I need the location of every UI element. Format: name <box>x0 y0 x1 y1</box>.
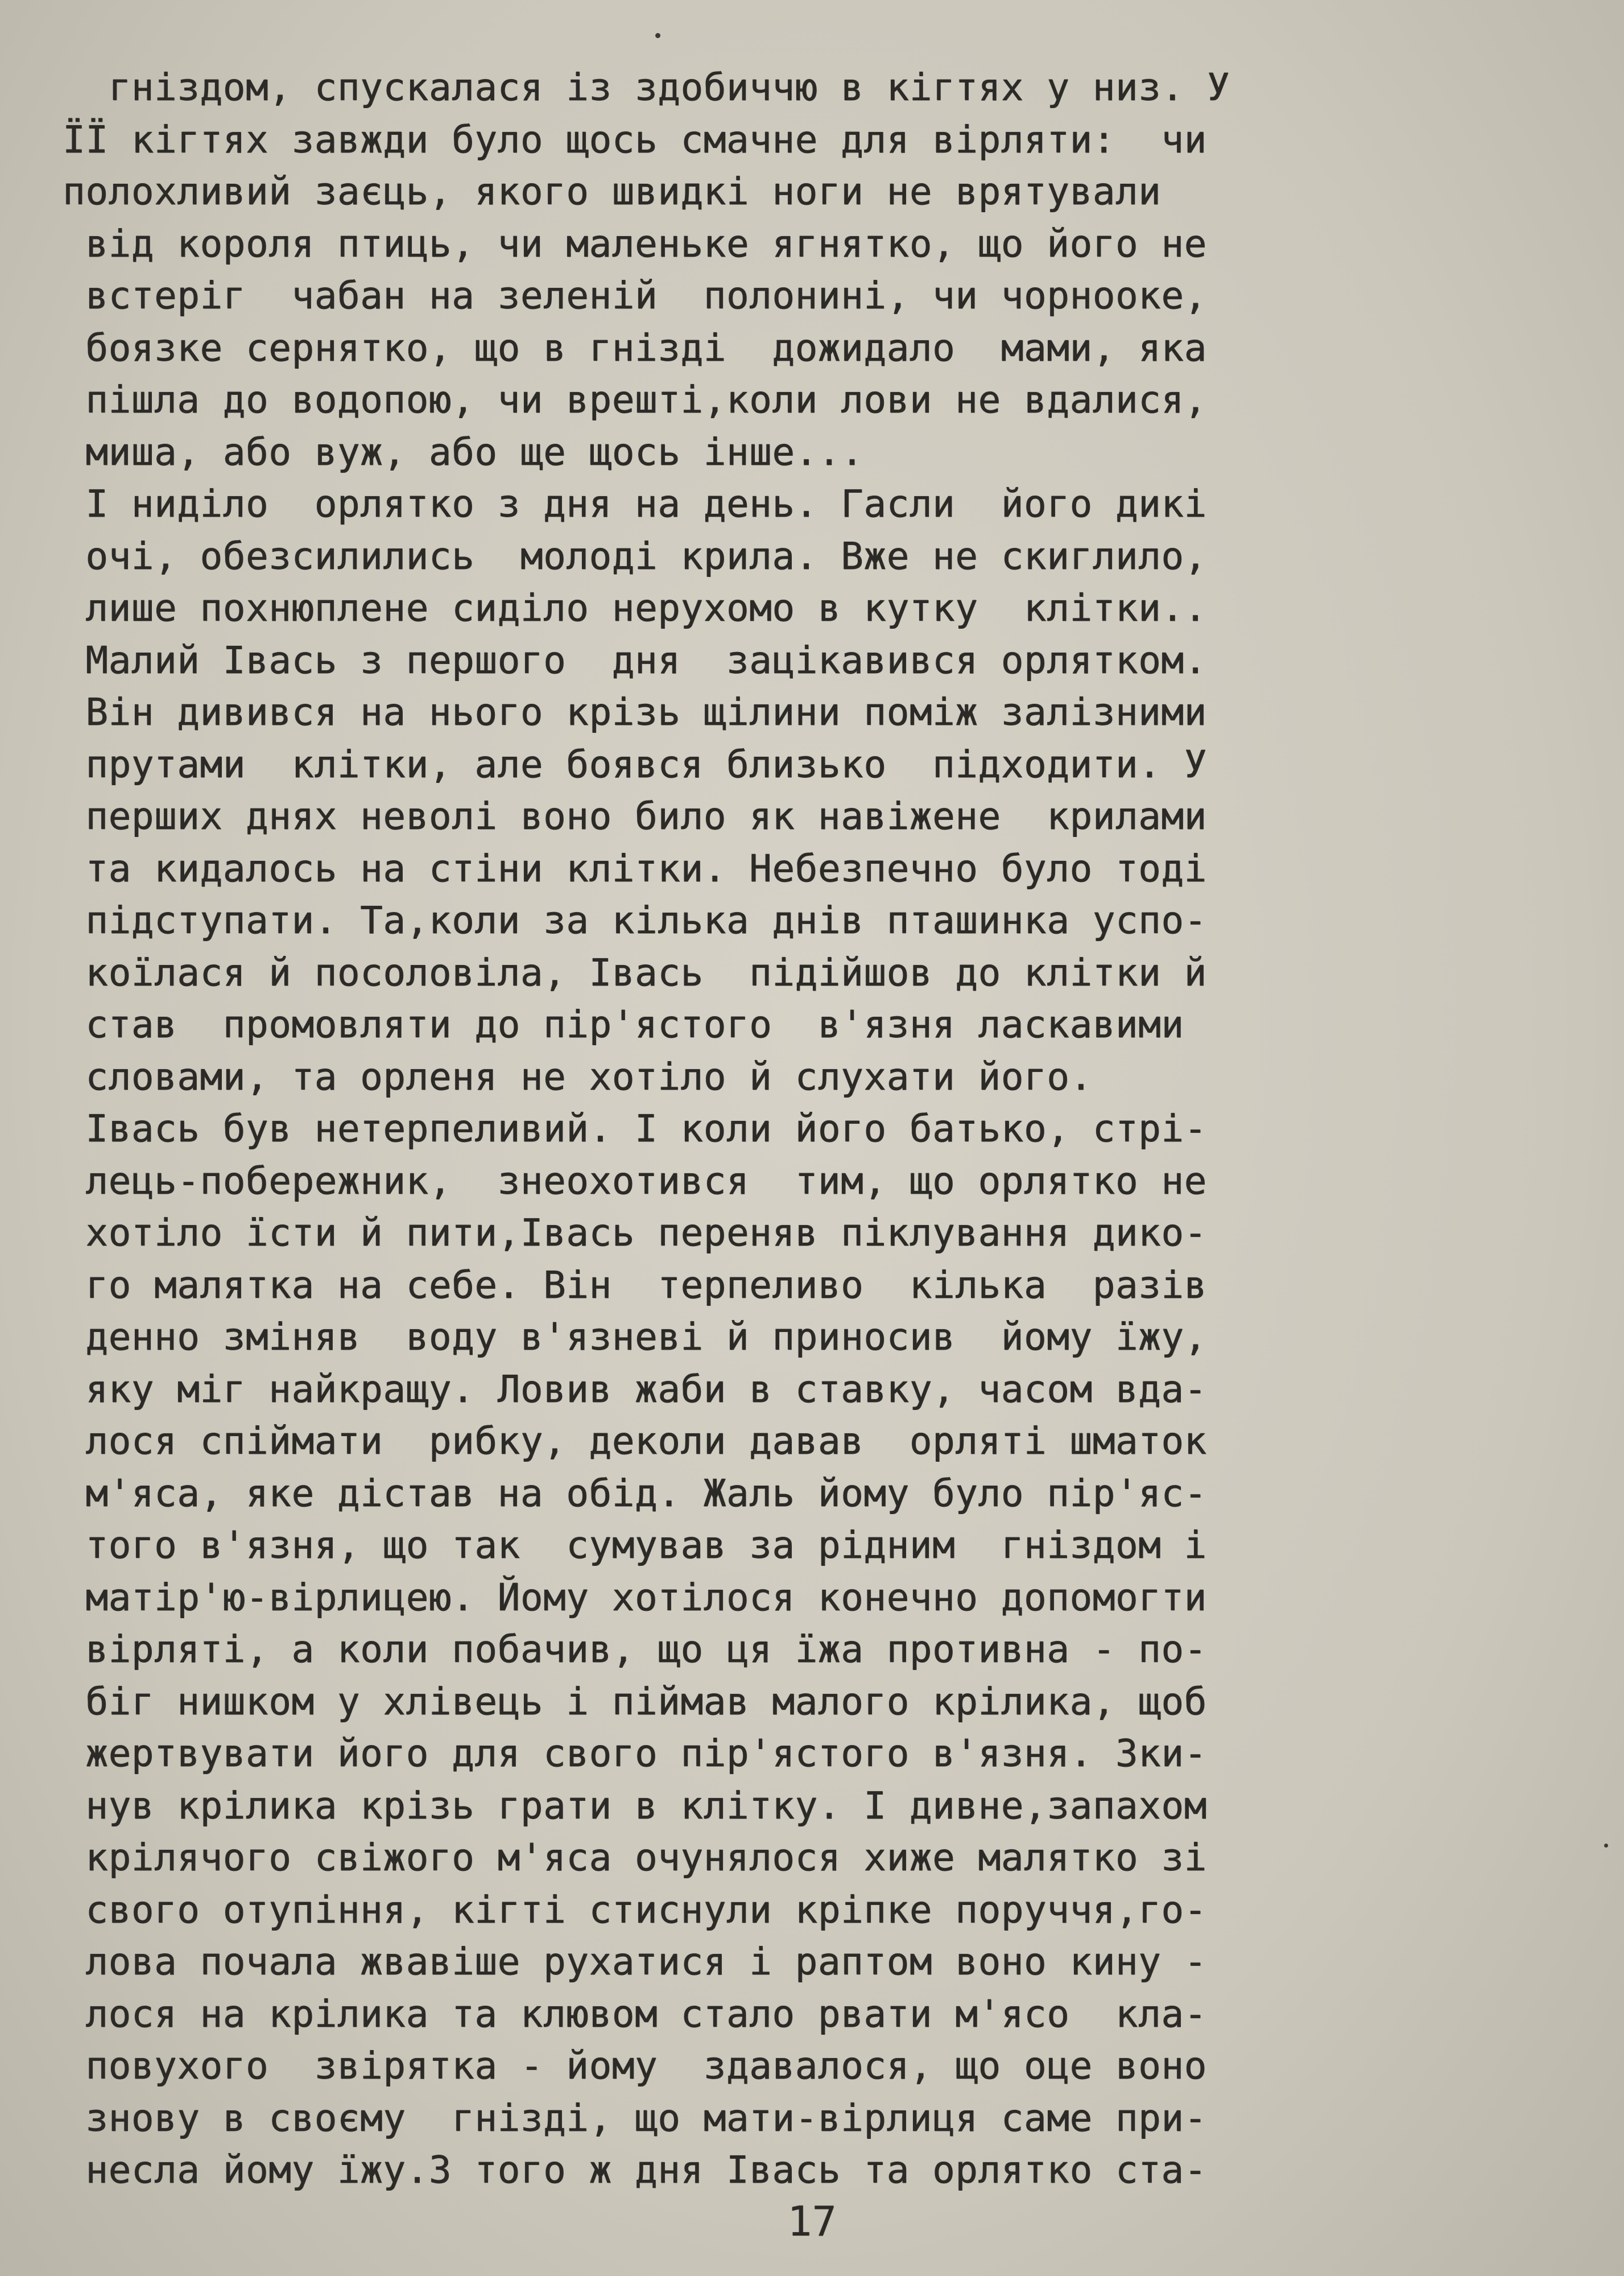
text-line: став промовляти до пір'ястого в'язня ласкавими <box>63 1003 1184 1046</box>
text-line: від короля птиць, чи маленьке ягнятко, що його не <box>63 221 1207 266</box>
text-line: крілячого свіжого м'яса очунялося хиже малятко зі <box>63 1836 1207 1879</box>
text-line: Малий Івась з першого дня зацікавився орлятком. <box>63 638 1207 682</box>
text-line: ЇЇ кігтях завжди було щось смачне для вірляти: чи <box>63 117 1207 162</box>
edge-speck <box>1604 1844 1608 1848</box>
text-line: лець-побережник, знеохотився тим, що орлятко не <box>63 1158 1207 1203</box>
text-line: вірляті, а коли побачив, що ця їжа противна - по- <box>63 1627 1207 1671</box>
text-line: біг нишком у хлівець і піймав малого крілика, щоб <box>63 1679 1207 1724</box>
text-line: свого отупіння, кігті стиснули кріпке поруччя,го- <box>63 1887 1207 1932</box>
text-line: лише похнюплене сиділо нерухомо в кутку клітки.. <box>63 586 1207 630</box>
page-number: 17 <box>787 2197 837 2245</box>
text-line: полохливий заєць, якого швидкі ноги не врятували <box>63 170 1162 213</box>
text-line: несла йому їжу.З того ж дня Івась та орлятко ста- <box>63 2148 1207 2192</box>
text-line: матір'ю-вірлицею. Йому хотілося конечно допомогти <box>63 1575 1207 1619</box>
text-line: знову в своєму гнізді, що мати-вірлиця саме при- <box>63 2096 1207 2140</box>
text-line: яку міг найкращу. Ловив жаби в ставку, часом вда- <box>63 1367 1207 1411</box>
text-line: миша, або вуж, або ще щось інше... <box>63 430 864 474</box>
text-line: нув крілика крізь грати в клітку. І дивне,запахом <box>63 1783 1207 1828</box>
text-line: встеріг чабан на зеленій полонині, чи чорнооке, <box>63 274 1207 318</box>
text-line: пішла до водопою, чи врешті,коли лови не вдалися, <box>63 378 1207 422</box>
text-line: го малятка на себе. Він терпеливо кілька разів <box>63 1263 1207 1307</box>
text-line: лова почала жвавіше рухатися і раптом воно кину - <box>63 1940 1207 1984</box>
text-line: лося на крілика та клювом стало рвати м'ясо кла- <box>63 1991 1207 2036</box>
text-line: хотіло їсти й пити,Івась переняв піклування дико- <box>63 1211 1207 1255</box>
text-line: жертвувати його для свого пір'ястого в'язня. Зки- <box>63 1731 1207 1775</box>
text-line: коїлася й посоловіла, Івась підійшов до клітки й <box>63 950 1207 995</box>
text-line: боязке сернятко, що в гнізді дожидало мами, яка <box>63 325 1207 370</box>
text-line: повухого звірятка - йому здавалося, що оце воно <box>63 2044 1207 2088</box>
text-line: прутами клітки, але боявся близько підходити. У <box>63 742 1207 786</box>
text-line: перших днях неволі воно било як навіжене крилами <box>63 794 1207 838</box>
text-line: словами, та орленя не хотіло й слухати його. <box>63 1054 1093 1099</box>
text-line: м'яса, яке дістав на обід. Жаль йому було пір'яс- <box>63 1471 1207 1515</box>
text-line: та кидалось на стіни клітки. Небезпечно було тоді <box>63 846 1207 890</box>
text-line: Він дивився на нього крізь щілини поміж залізними <box>63 690 1207 734</box>
text-line: очі, обезсилились молоді крила. Вже не скиглило, <box>63 534 1207 578</box>
text-line: І ниділо орлятко з дня на день. Гасли його дикі <box>63 482 1207 526</box>
text-line: лося спіймати рибку, деколи давав орляті шматок <box>63 1419 1207 1463</box>
text-line: Івась був нетерпеливий. І коли його батько, стрі- <box>63 1107 1207 1151</box>
body-text <box>63 61 1564 2196</box>
text-line: підступати. Та,коли за кілька днів пташинка успо- <box>63 898 1207 942</box>
text-line: денно зміняв воду в'язневі й приносив йому їжу, <box>63 1315 1207 1359</box>
text-line: того в'язня, що так сумував за рідним гніздом і <box>63 1523 1207 1567</box>
text-line: гніздом, спускалася із здобиччю в кігтях у низ. У <box>63 65 1230 109</box>
top-speck <box>655 33 660 38</box>
